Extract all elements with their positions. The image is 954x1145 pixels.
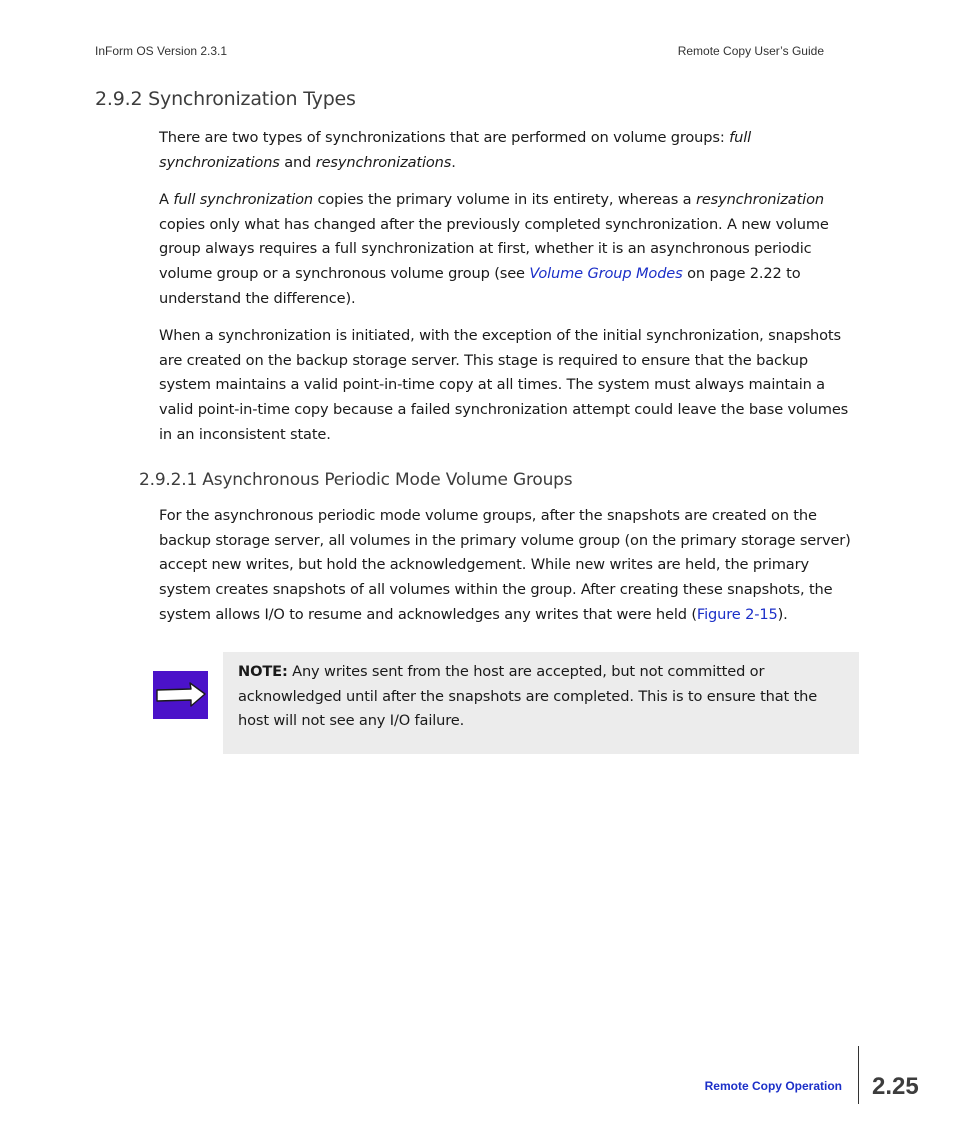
- paragraph-async-periodic: [159, 504, 861, 628]
- subsection-title: 2.9.2.1 Asynchronous Periodic Mode Volume Groups: [139, 470, 573, 490]
- footer-divider: [858, 1046, 859, 1104]
- emphasis-full-sync: full synchronization: [173, 191, 314, 208]
- paragraph-text: A: [159, 191, 174, 208]
- emphasis-full-sync: full synchronizations: [159, 129, 752, 171]
- running-header-right: Remote Copy User’s Guide: [677, 44, 824, 58]
- note-label: NOTE:: [238, 663, 288, 680]
- paragraph-sync-initiated: When a synchronization is initiated, with the exception of the initial synchronization, snapshots are created on the backup storage server. This stage is required to ensure that the backup system maintains a valid point-in-time copy at all times. The system must always maintain a valid point-in-time copy because a failed synchronization attempt could leave the base volumes in an inconsistent state.: [159, 327, 849, 443]
- paragraph-text: copies only what has changed after the previously completed synchronization. A new volume group always requires a full synchronization at first, whether it is an asynchronous periodic volume group or a synchronous volume group (see: [159, 215, 829, 283]
- paragraph-text: on page 2.22 to understand the difference).: [159, 265, 801, 307]
- page-number: 2.25: [872, 1073, 919, 1100]
- emphasis-resync: resynchronization: [695, 191, 824, 208]
- note-text: [238, 660, 848, 734]
- emphasis-resync: resynchronizations: [315, 153, 452, 171]
- running-header-left: InForm OS Version 2.3.1: [95, 44, 228, 58]
- paragraph-text: There are two types of synchronizations that are performed on volume groups:: [159, 129, 730, 146]
- arrow-right-icon: [153, 671, 208, 719]
- footer-chapter: Remote Copy Operation: [704, 1079, 842, 1093]
- note-box: [223, 652, 859, 754]
- link-figure-2-15[interactable]: Figure 2-15: [696, 605, 778, 623]
- paragraph-text: and: [279, 153, 316, 171]
- paragraph-text: .: [451, 153, 456, 171]
- paragraph-text: copies the primary volume in its entirety, whereas a: [313, 191, 696, 208]
- paragraph-full-sync: [159, 188, 859, 312]
- paragraph-text: For the asynchronous periodic mode volume groups, after the snapshots are created on the backup storage server, all volumes in the primary volume group (on the primary storage server) accept new writes, but hold the acknowledgement. While new writes are held, the primary system creates snapshots of all volumes within the group. After creating these snapshots, the system allows I/O to resume and acknowledges any writes that were held (: [159, 507, 851, 623]
- paragraph-text: ).: [777, 605, 788, 623]
- link-volume-group-modes[interactable]: Volume Group Modes: [529, 265, 683, 283]
- note-body: Any writes sent from the host are accepted, but not committed or acknowledged until after the snapshots are completed. This is to ensure that the host will not see any I/O failure.: [238, 663, 818, 730]
- section-title: 2.9.2 Synchronization Types: [95, 88, 356, 110]
- paragraph-sync-types: [159, 126, 859, 175]
